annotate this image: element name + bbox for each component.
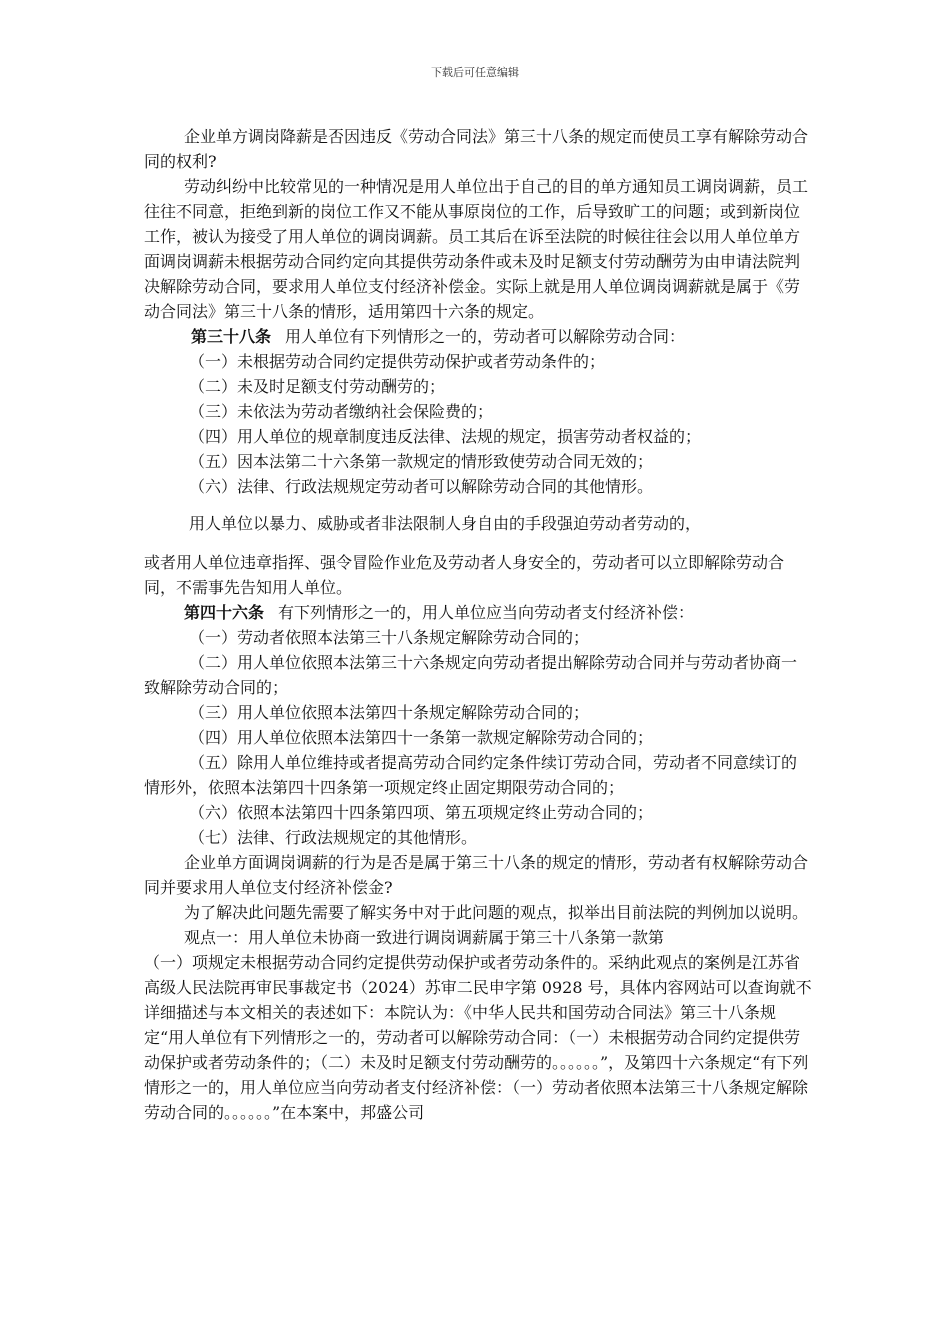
article-38-intro: 用人单位有下列情形之一的，劳动者可以解除劳动合同：: [285, 327, 686, 346]
page-header: 下载后可任意编辑: [431, 66, 519, 79]
article-46-intro: 有下列情形之一的，用人单位应当向劳动者支付经济补偿：: [278, 603, 695, 622]
article-38-item: （二）未及时足额支付劳动酬劳的；: [189, 377, 446, 396]
article-46-item: （二）用人单位依照本法第三十六条规定向劳动者提出解除劳动合同并与劳动者协商一致解除劳动合同的；: [144, 653, 798, 697]
article-38-extra-text: 或者用人单位违章指挥、强令冒险作业危及劳动者人身安全的，劳动者可以立即解除劳动合同，不需事先告知用人单位。: [144, 553, 785, 597]
article-46-heading: [144, 600, 812, 625]
paragraph-viewpoint-one-body: （一）项规定未根据劳动合同约定提供劳动保护或者劳动条件的。采纳此观点的案例是江苏省高级人民法院再审民事裁定书（2024）苏审二民申字第 0928 号，具体内容网站可以查询就不详细描述与本文相关的表述如下：本院认为：《中华人民共和国劳动合同法》第三十八条规定“用人单位有下列情形之一的，劳动者可以解除劳动合同：（一）未根据劳动合同约定提供劳动保护或者劳动条件的；（二）未及时足额支付劳动酬劳的。。。。。。”，及第四十六条规定“有下列情形之一的，用人单位应当向劳动者支付经济补偿：（一）劳动者依照本法第三十八条规定解除劳动合同的。。。。。。”在本案中，邦盛公司: [144, 953, 812, 1122]
article-38-item: （一）未根据劳动合同约定提供劳动保护或者劳动条件的；: [189, 352, 606, 371]
document-body: [144, 124, 812, 1125]
paragraph-question: 企业单方调岗降薪是否因违反《劳动合同法》第三十八条的规定而使员工享有解除劳动合同的权利?: [144, 127, 809, 171]
article-46-item: （七）法律、行政法规规定的其他情形。: [189, 828, 478, 847]
article-46-item: （一）劳动者依照本法第三十八条规定解除劳动合同的；: [189, 628, 590, 647]
article-38-title: 第三十八条: [191, 327, 272, 346]
paragraph-issue: 企业单方面调岗调薪的行为是否是属于第三十八条的规定的情形，劳动者有权解除劳动合同并要求用人单位支付经济补偿金?: [144, 853, 809, 897]
article-46-item: （三）用人单位依照本法第四十条规定解除劳动合同的；: [189, 703, 590, 722]
article-46-item: （四）用人单位依照本法第四十一条第一款规定解除劳动合同的；: [189, 728, 654, 747]
paragraph-viewpoint-one-lead: 观点一：用人单位未协商一致进行调岗调薪属于第三十八条第一款第: [184, 928, 665, 947]
paragraph-background: 劳动纠纷中比较常见的一种情况是用人单位出于自己的目的单方通知员工调岗调薪，员工往往不同意，拒绝到新的岗位工作又不能从事原岗位的工作，后导致旷工的问题；或到新岗位工作，被认为接受了用人单位的调岗调薪。员工其后在诉至法院的时候往往会以用人单位单方面调岗调薪未根据劳动合同约定向其提供劳动条件或未及时足额支付劳动酬劳为由申请法院判决解除劳动合同，要求用人单位支付经济补偿金。实际上就是用人单位调岗调薪就是属于《劳动合同法》第三十八条的情形，适用第四十六条的规定。: [144, 177, 809, 321]
article-46-item: （五）除用人单位维持或者提高劳动合同约定条件续订劳动合同，劳动者不同意续订的情形外，依照本法第四十四条第一项规定终止固定期限劳动合同的；: [144, 753, 798, 797]
paragraph-approach: 为了解决此问题先需要了解实务中对于此问题的观点，拟举出目前法院的判例加以说明。: [184, 903, 809, 922]
article-38-item: （四）用人单位的规章制度违反法律、法规的规定，损害劳动者权益的；: [189, 427, 702, 446]
article-46-item: （六）依照本法第四十四条第四项、第五项规定终止劳动合同的；: [189, 803, 654, 822]
article-38-item: （三）未依法为劳动者缴纳社会保险费的；: [189, 402, 494, 421]
article-38-extra-line: 用人单位以暴力、威胁或者非法限制人身自由的手段强迫劳动者劳动的，: [189, 514, 702, 533]
article-38-item: （五）因本法第二十六条第一款规定的情形致使劳动合同无效的；: [189, 452, 654, 471]
article-46-title: 第四十六条: [184, 603, 265, 622]
article-38-item: （六）法律、行政法规规定劳动者可以解除劳动合同的其他情形。: [189, 477, 654, 496]
article-38-heading: [144, 324, 812, 349]
